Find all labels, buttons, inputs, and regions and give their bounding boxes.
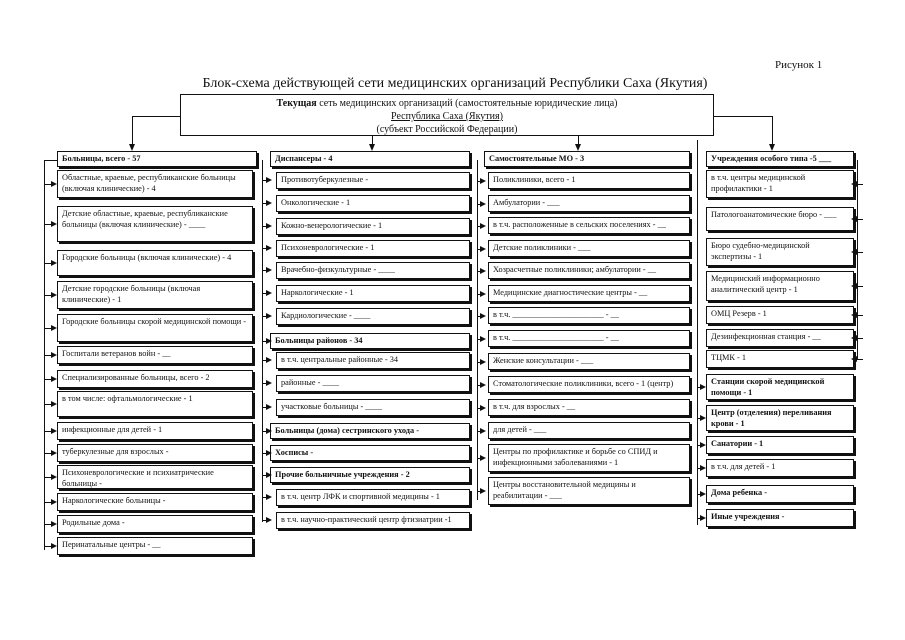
col2-item: участковые больницы - ____	[276, 399, 470, 416]
connector	[857, 338, 863, 339]
col4-item: Медицинский информационно аналитический центр - 1	[706, 271, 854, 301]
col3-header: Самостоятельные МО - 3	[484, 151, 690, 167]
top-box-line3: (субъект Российской Федерации)	[376, 124, 518, 135]
top-box-bold: Текущая	[276, 98, 317, 109]
col3-item: Женские консультации - ___	[488, 353, 690, 370]
arrow-right-icon	[51, 450, 57, 456]
col2-item: в т.ч. центральные районные - 34	[276, 352, 470, 369]
arrow-right-icon	[480, 405, 486, 411]
connector	[44, 295, 51, 296]
col4-item: в т.ч. центры медицинской профилактики - 1	[706, 170, 854, 198]
col3-item: Центры восстановительной медицины и реабилитации - ___	[488, 477, 690, 505]
arrow-left-icon	[851, 356, 857, 362]
col2-item: Онкологические - 1	[276, 195, 470, 212]
arrow-right-icon	[480, 291, 486, 297]
arrow-right-icon	[51, 543, 57, 549]
top-box-line1: сеть медицинских организаций (самостоятельные юридические лица)	[316, 98, 618, 109]
col2-item: в т.ч. центр ЛФК и спортивной медицины - 1	[276, 489, 470, 506]
arrow-right-icon	[266, 223, 272, 229]
arrow-right-icon	[266, 450, 272, 456]
arrow-right-icon	[480, 359, 486, 365]
col1-item: инфекционные для детей - 1	[57, 422, 253, 440]
connector	[44, 263, 51, 264]
col1-item: Госпитали ветеранов войн - __	[57, 346, 253, 364]
connector	[857, 286, 863, 287]
col3-item: Хозрасчетные поликлиники; амбулатории - __	[488, 262, 690, 279]
connector	[132, 116, 133, 146]
arrow-right-icon	[266, 472, 272, 478]
connector	[44, 328, 51, 329]
col2-subheader: Больницы (дома) сестринского ухода -	[270, 423, 470, 439]
arrow-down-icon	[369, 144, 375, 151]
connector	[857, 219, 863, 220]
arrow-right-icon	[51, 376, 57, 382]
arrow-right-icon	[266, 267, 272, 273]
col3-item: для детей - ___	[488, 422, 690, 439]
col3-item: Стоматологические поликлиники, всего - 1 (центр)	[488, 376, 690, 393]
col4-item: в т.ч. для детей - 1	[706, 459, 854, 477]
connector	[857, 315, 863, 316]
col3-item: в т.ч. расположенные в сельских поселениях - __	[488, 217, 690, 234]
col1-item: Перинатальные центры - __	[57, 537, 253, 555]
arrow-left-icon	[851, 181, 857, 187]
arrow-right-icon	[700, 491, 706, 497]
arrow-left-icon	[851, 335, 857, 341]
col4-header: Учреждения особого типа -5 ___	[706, 151, 854, 167]
col3-item: Центры по профилактике и борьбе со СПИД и инфекционными заболеваниями - 1	[488, 444, 690, 472]
arrow-right-icon	[480, 223, 486, 229]
col3-item: Амбулатории - ___	[488, 195, 690, 212]
connector	[857, 359, 863, 360]
arrow-right-icon	[266, 290, 272, 296]
arrow-right-icon	[51, 325, 57, 331]
arrow-right-icon	[266, 428, 272, 434]
connector	[857, 184, 863, 185]
col1-item: Детские областные, краевые, республиканские больницы (включая клинические) - ____	[57, 206, 253, 242]
col2-item: Кожно-венерологические - 1	[276, 218, 470, 235]
connector	[44, 379, 51, 380]
col4-item: Бюро судебно-медицинской экспертизы - 1	[706, 238, 854, 266]
arrow-right-icon	[266, 177, 272, 183]
col2-subheader: Больницы районов - 34	[270, 333, 470, 349]
arrow-right-icon	[266, 517, 272, 523]
arrow-right-icon	[700, 465, 706, 471]
arrow-right-icon	[480, 178, 486, 184]
col4-item: ТЦМК - 1	[706, 350, 854, 368]
connector	[44, 184, 51, 185]
col4-spine-right	[857, 160, 858, 360]
col2-item: Психоневрологические - 1	[276, 240, 470, 257]
arrow-left-icon	[851, 283, 857, 289]
col4-item: Иные учреждения -	[706, 509, 854, 527]
arrow-right-icon	[480, 382, 486, 388]
arrow-right-icon	[700, 442, 706, 448]
col1-item: Специализированные больницы, всего - 2	[57, 370, 253, 388]
arrow-right-icon	[480, 201, 486, 207]
arrow-right-icon	[266, 338, 272, 344]
col1-item: Детские городские больницы (включая клинические) - 1	[57, 281, 253, 309]
col3-item: Поликлиники, всего - 1	[488, 172, 690, 189]
col2-item: Противотуберкулезные -	[276, 172, 470, 189]
arrow-right-icon	[480, 313, 486, 319]
arrow-right-icon	[700, 415, 706, 421]
arrow-right-icon	[51, 428, 57, 434]
top-box	[180, 94, 714, 136]
col2-item: Кардиологические - ____	[276, 308, 470, 325]
col1-item: туберкулезные для взрослых -	[57, 444, 253, 462]
col4-item: Патологоанатомические бюро - ___	[706, 207, 854, 231]
arrow-right-icon	[51, 474, 57, 480]
arrow-right-icon	[700, 515, 706, 521]
arrow-right-icon	[266, 494, 272, 500]
arrow-right-icon	[266, 357, 272, 363]
arrow-right-icon	[700, 384, 706, 390]
connector	[44, 546, 51, 547]
diagram-title: Блок-схема действующей сети медицинских организаций Республики Саха (Якутия)	[202, 76, 708, 91]
arrow-right-icon	[51, 401, 57, 407]
arrow-right-icon	[480, 246, 486, 252]
arrow-left-icon	[851, 216, 857, 222]
connector	[44, 160, 57, 161]
connector	[44, 355, 51, 356]
arrow-right-icon	[266, 313, 272, 319]
top-box-line2: Республика Саха (Якутия)	[391, 111, 503, 122]
col1-item: Наркологические больницы -	[57, 493, 253, 511]
connector	[44, 404, 51, 405]
arrow-right-icon	[266, 380, 272, 386]
col2-subheader: Хосписы -	[270, 445, 470, 461]
col1-item: в том числе: офтальмологические - 1	[57, 391, 253, 417]
arrow-right-icon	[480, 268, 486, 274]
col4-item: ОМЦ Резерв - 1	[706, 306, 854, 324]
col4-item: Центр (отделения) переливания крови - 1	[706, 405, 854, 431]
connector	[44, 502, 51, 503]
arrow-right-icon	[266, 200, 272, 206]
arrow-down-icon	[769, 144, 775, 151]
connector	[132, 116, 180, 117]
arrow-right-icon	[51, 221, 57, 227]
arrow-right-icon	[266, 404, 272, 410]
col1-header: Больницы, всего - 57	[57, 151, 257, 167]
connector	[857, 252, 863, 253]
connector	[44, 224, 51, 225]
connector	[44, 431, 51, 432]
arrow-right-icon	[480, 455, 486, 461]
col2-item: Наркологические - 1	[276, 285, 470, 302]
arrow-down-icon	[129, 144, 135, 151]
col2-item: Врачебно-физкультурные - ____	[276, 262, 470, 279]
figure-label: Рисунок 1	[775, 59, 823, 71]
col1-item: Областные, краевые, республиканские больницы (включая клинические) - 4	[57, 170, 253, 198]
arrow-right-icon	[480, 488, 486, 494]
col3-item: в т.ч. ______________________ - __	[488, 330, 690, 347]
col3-item: Детские поликлиники - ___	[488, 240, 690, 257]
arrow-left-icon	[851, 312, 857, 318]
arrow-right-icon	[51, 181, 57, 187]
connector	[714, 116, 772, 117]
col2-item: в т.ч. научно-практический центр фтизиатрии -1	[276, 512, 470, 529]
col2-item: районные - ____	[276, 375, 470, 392]
col4-item: Дома ребенка -	[706, 485, 854, 503]
arrow-left-icon	[851, 249, 857, 255]
col3-item: в т.ч. ______________________ - __	[488, 307, 690, 324]
col1-item: Психоневрологические и психиатрические больницы -	[57, 465, 253, 489]
arrow-right-icon	[480, 428, 486, 434]
col2-header: Диспансеры - 4	[270, 151, 470, 167]
col1-item: Городские больницы (включая клинические) - 4	[57, 250, 253, 276]
col1-item: Родильные дома -	[57, 515, 253, 533]
col3-spine	[477, 160, 478, 500]
col4-item: Станции скорой медицинской помощи - 1	[706, 374, 854, 400]
arrow-right-icon	[480, 336, 486, 342]
col1-item: Городские больницы скорой медицинской помощи -	[57, 314, 253, 342]
arrow-right-icon	[51, 521, 57, 527]
col3-item: в т.ч. для взрослых - __	[488, 399, 690, 416]
arrow-right-icon	[51, 499, 57, 505]
col2-subheader: Прочие больничные учреждения - 2	[270, 467, 470, 483]
connector	[44, 453, 51, 454]
connector	[44, 477, 51, 478]
arrow-right-icon	[266, 245, 272, 251]
arrow-right-icon	[51, 352, 57, 358]
col4-item: Санатории - 1	[706, 436, 854, 454]
arrow-right-icon	[51, 292, 57, 298]
connector	[772, 116, 773, 146]
arrow-down-icon	[575, 144, 581, 151]
connector	[44, 524, 51, 525]
col3-item: Медицинские диагностические центры - __	[488, 285, 690, 302]
col4-item: Дезинфекционная станция - __	[706, 329, 854, 347]
arrow-right-icon	[51, 260, 57, 266]
